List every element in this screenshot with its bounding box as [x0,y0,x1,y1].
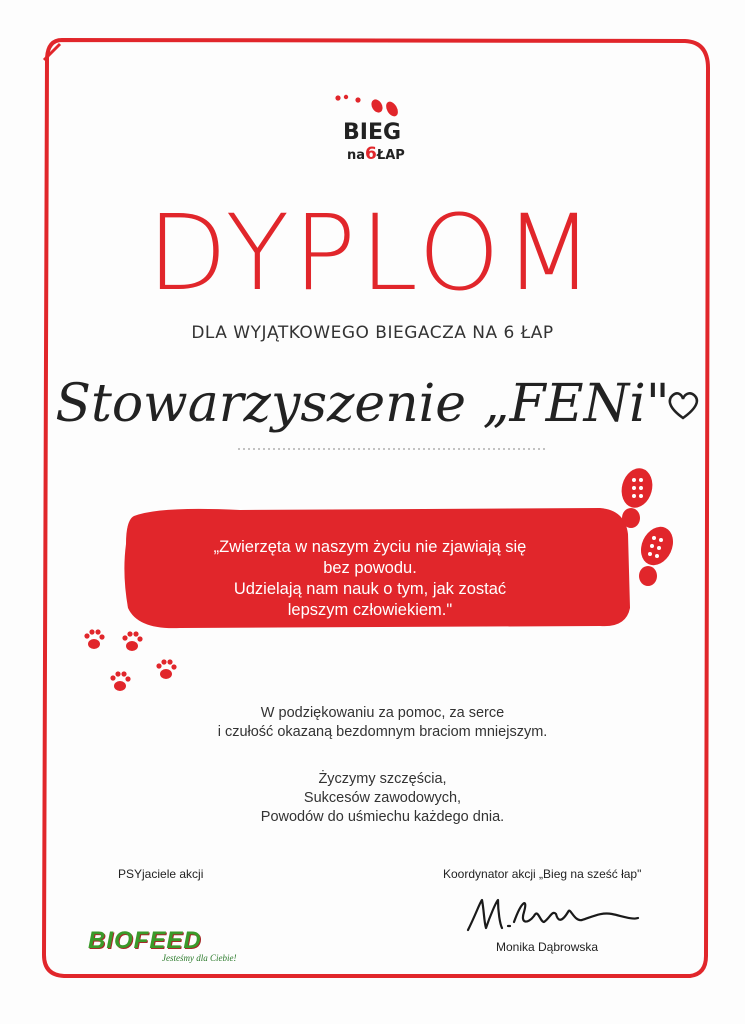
quote-line: bez powodu. [323,559,417,577]
coordinator-label: Koordynator akcji „Bieg na sześć łap" [443,867,642,881]
thanks-line: i czułość okazaną bezdomnym braciom mniejszym. [217,724,548,740]
heart-icon [665,390,701,422]
wishes-line: Sukcesów zawodowych, [303,790,462,806]
quote-line: „Zwierzęta w naszym życiu nie zjawiają się [213,538,527,556]
biofeed-tagline: Jesteśmy dla Ciebie! [162,953,237,963]
coordinator-name: Monika Dąbrowska [496,940,599,954]
wishes-text [10,770,745,827]
dotted-underline [238,446,548,452]
wishes-line: Powodów do uśmiechu każdego dnia. [260,809,505,825]
quote-text [150,537,590,621]
thanks-line: W podziękowaniu za pomoc, za serce [260,705,505,721]
biofeed-logo: BIOFEED [88,927,202,954]
recipient-name: Stowarzyszenie „FENi" [55,374,670,434]
shoe-prints-icon [612,466,682,596]
logo-line2: na [347,148,366,163]
diploma-title: DYPLOM [147,192,598,314]
sponsors-label: PSYjaciele akcji [118,867,204,881]
logo-line1: BIEG [343,120,402,145]
logo-number: 6 [365,144,377,164]
paw-prints-icon [80,624,190,704]
signature-image [462,892,642,940]
wishes-line: Życzymy szczęścia, [318,771,447,787]
quote-line: Udzielają nam nauk o tym, jak zostać [233,580,507,598]
quote-line: lepszym człowiekiem." [287,601,453,619]
thanks-text [10,704,745,742]
diploma-subtitle: DLA WYJĄTKOWEGO BIEGACZA NA 6 ŁAP [191,323,554,343]
logo-line3: ŁAP [376,148,405,163]
paw-prints-icon [332,90,412,122]
